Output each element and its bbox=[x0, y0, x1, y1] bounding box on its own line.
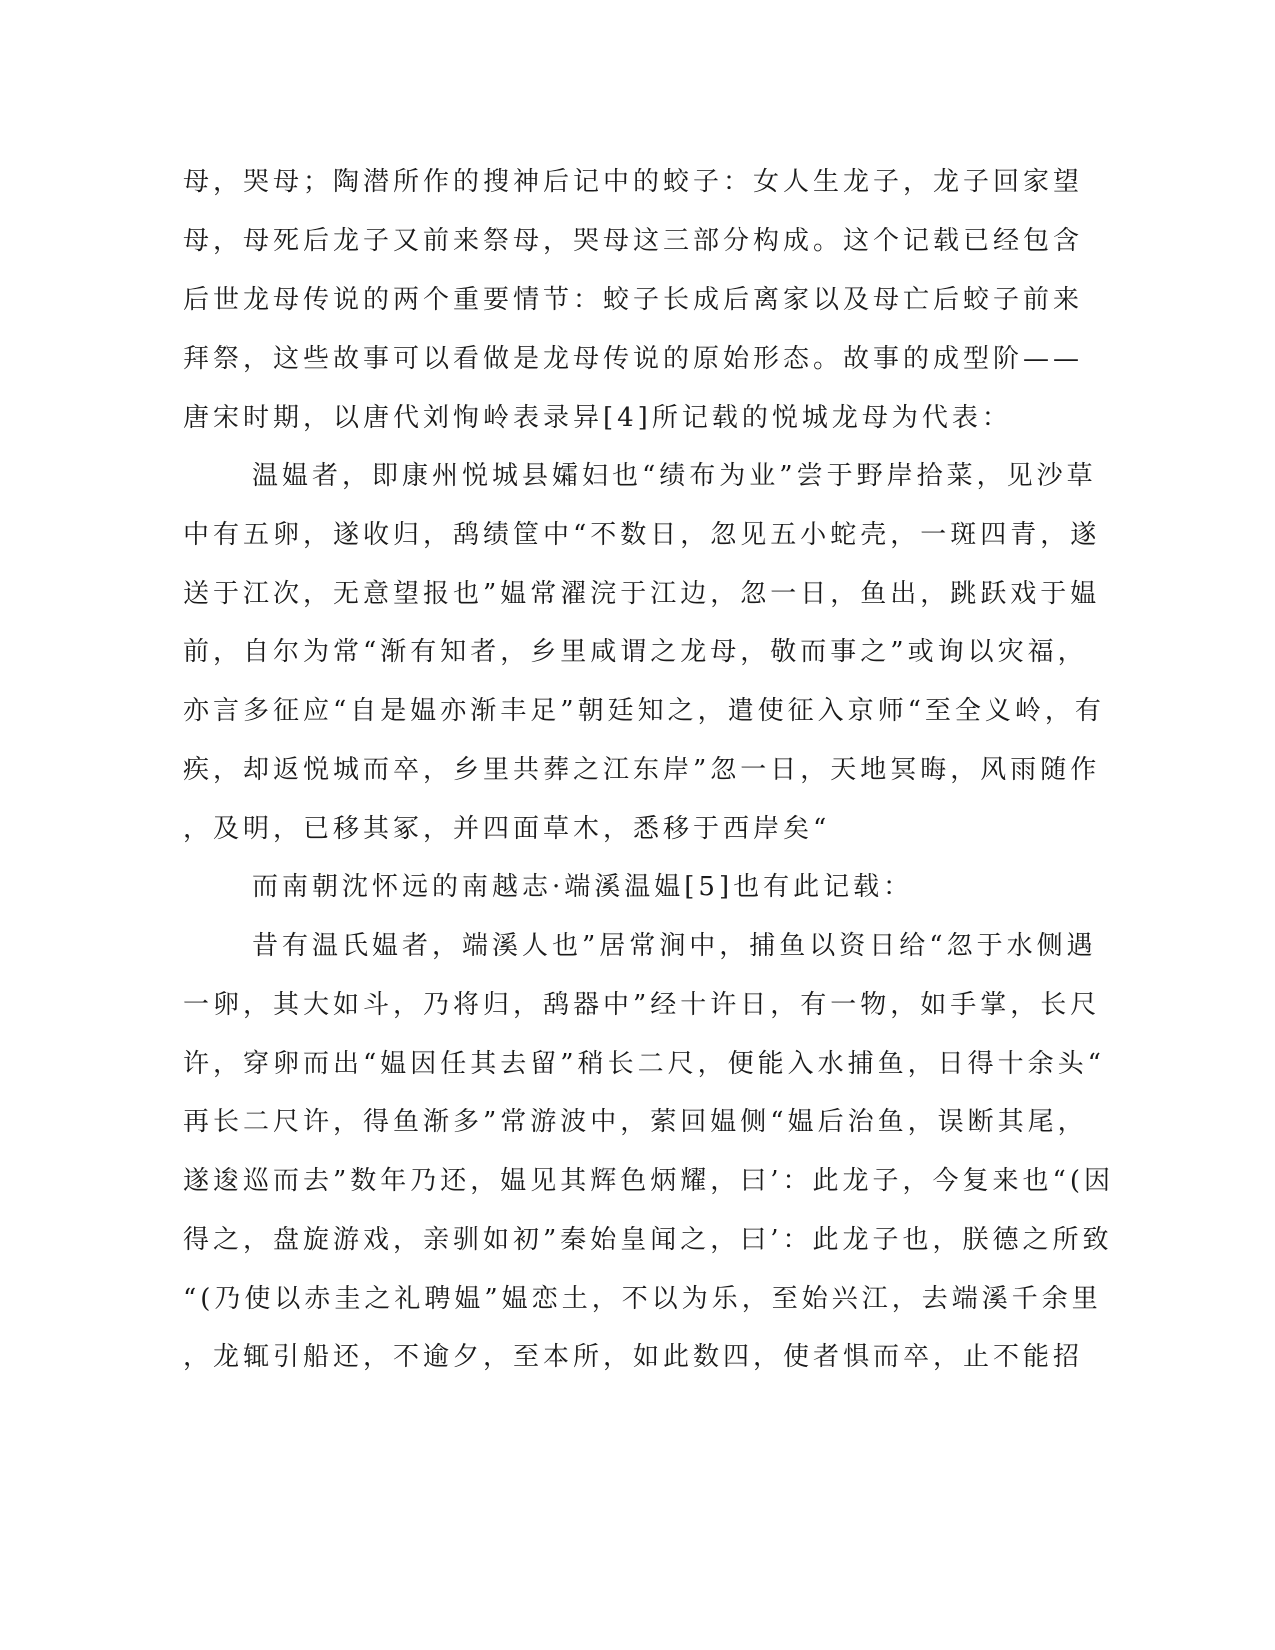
text-line: 亦言多征应“自是媪亦渐丰足”朝廷知之，遣使征入京师“至全义岭，有 bbox=[183, 696, 1105, 726]
paragraph-start-line: 昔有温氏媪者，端溪人也”居常涧中，捕鱼以资日给“忽于水侧遇 bbox=[252, 931, 1097, 961]
paragraph-start-line: 温媪者，即康州悦城县孀妇也“绩布为业”尝于野岸拾菜，见沙草 bbox=[252, 461, 1097, 491]
text-line: 母，母死后龙子又前来祭母，哭母这三部分构成。这个记载已经包含 bbox=[183, 226, 1084, 256]
text-line: 一卵，其大如斗，乃将归，鸹器中”经十许日，有一物，如手掌，长尺 bbox=[183, 990, 1101, 1020]
text-line: 疾，却返悦城而卒，乡里共葬之江东岸”忽一日，天地冥晦，风雨随作 bbox=[183, 755, 1101, 785]
text-line: 送于江次，无意望报也”媪常濯浣于江边，忽一日，鱼出，跳跃戏于媪 bbox=[183, 579, 1101, 609]
text-line: 再长二尺许，得鱼渐多”常游波中，萦回媪侧“媪后治鱼，误断其尾， bbox=[183, 1107, 1088, 1137]
text-line: 遂逡巡而去”数年乃还，媪见其辉色炳耀，曰’：此龙子，今复来也“(因 bbox=[183, 1166, 1114, 1196]
text-line: 后世龙母传说的两个重要情节：蛟子长成后离家以及母亡后蛟子前来 bbox=[183, 285, 1084, 315]
paragraph-start-line: 而南朝沈怀远的南越志·端溪温媪[5]也有此记载： bbox=[252, 872, 914, 902]
text-line: 得之，盘旋游戏，亲驯如初”秦始皇闻之，曰’：此龙子也，朕德之所致 bbox=[183, 1225, 1113, 1255]
text-line: “(乃使以赤圭之礼聘媪”媪恋土，不以为乐，至始兴江，去端溪千余里 bbox=[183, 1284, 1102, 1314]
text-line: 许，穿卵而出“媪因任其去留”稍长二尺，便能入水捕鱼，日得十余头“ bbox=[183, 1049, 1105, 1079]
text-line: 中有五卵，遂收归，鸹绩筐中“不数日，忽见五小蛇壳，一斑四青，遂 bbox=[183, 520, 1101, 550]
text-line: 母，哭母；陶潜所作的搜神后记中的蛟子：女人生龙子，龙子回家望 bbox=[183, 167, 1084, 197]
text-line: 唐宋时期，以唐代刘恂岭表录异[4]所记载的悦城龙母为代表： bbox=[183, 403, 1012, 433]
text-line: 拜祭，这些故事可以看做是龙母传说的原始形态。故事的成型阶—— bbox=[183, 344, 1084, 374]
text-line: ，龙辄引船还，不逾夕，至本所，如此数四，使者惧而卒，止不能招 bbox=[183, 1342, 1084, 1372]
text-line: 前，自尔为常“渐有知者，乡里咸谓之龙母，敬而事之”或询以灾福， bbox=[183, 637, 1088, 667]
text-line: ，及明，已移其冢，并四面草木，悉移于西岸矣“ bbox=[183, 814, 831, 844]
